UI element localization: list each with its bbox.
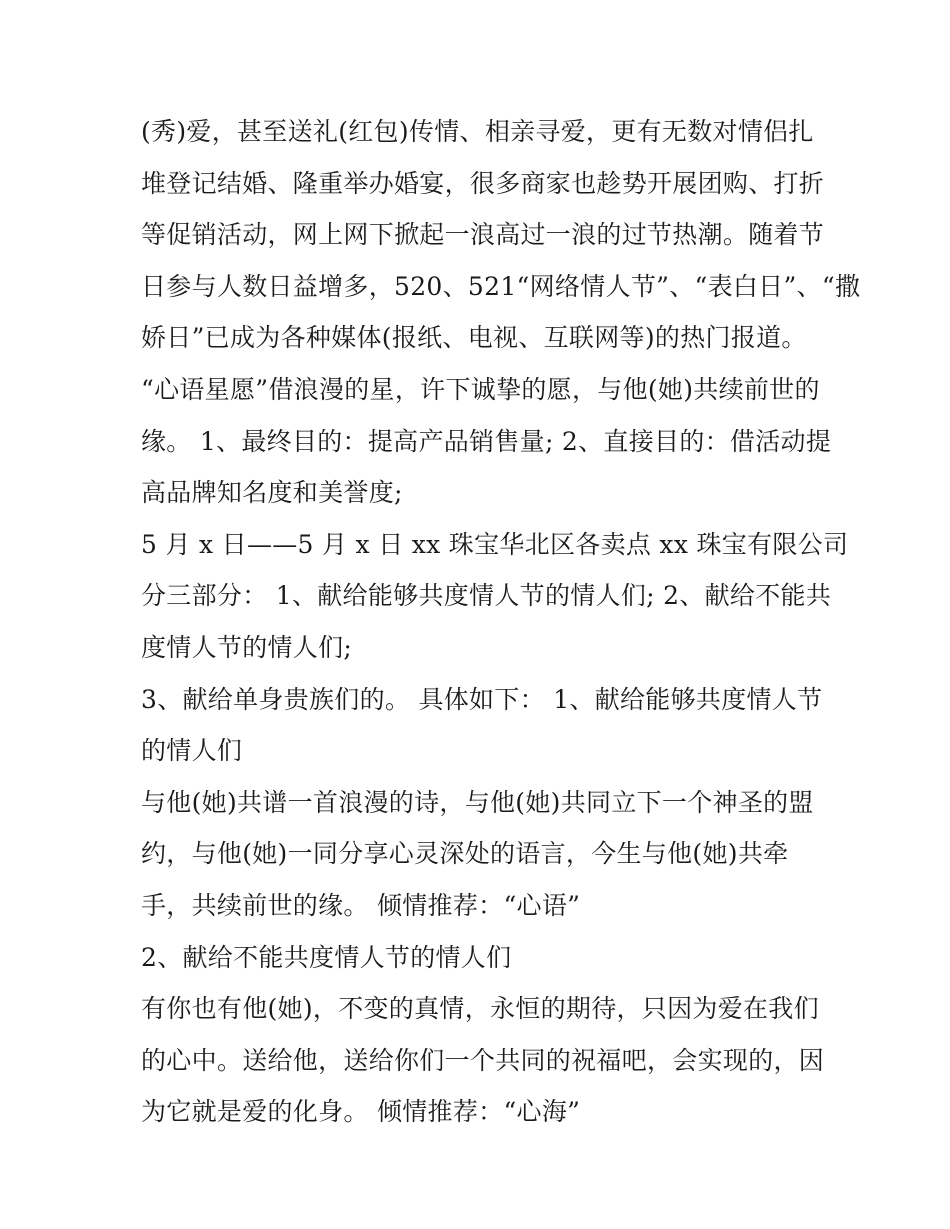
body-text bbox=[141, 106, 861, 1138]
text-line: 堆登记结婚、隆重举办婚宴，很多商家也趁势开展团购、打折 bbox=[141, 168, 825, 198]
text-line: 高品牌知名度和美誉度; bbox=[141, 478, 403, 508]
text-line: 约，与他(她)一同分享心灵深处的语言，今生与他(她)共牵 bbox=[141, 839, 789, 869]
text-line: 日参与人数日益增多，520、521“网络情人节”、“表白日”、“撒 bbox=[141, 271, 861, 301]
text-line: 2、献给不能共度情人节的情人们 bbox=[141, 942, 512, 972]
text-line: 的心中。送给他，送给你们一个共同的祝福吧，会实现的，因 bbox=[141, 1045, 825, 1075]
text-line: 度情人节的情人们; bbox=[141, 632, 353, 662]
text-line: 5 月 x 日——5 月 x 日 xx 珠宝华北区各卖点 xx 珠宝有限公司 bbox=[141, 529, 849, 559]
text-line: 等促销活动，网上网下掀起一浪高过一浪的过节热潮。随着节 bbox=[141, 220, 825, 250]
text-line: 的情人们 bbox=[141, 736, 243, 766]
text-line: 缘。 1、最终目的：提高产品销售量; 2、直接目的：借活动提 bbox=[141, 426, 832, 456]
text-line: 娇日”已成为各种媒体(报纸、电视、互联网等)的热门报道。 bbox=[141, 323, 807, 353]
text-line: “心语星愿”借浪漫的星，许下诚挚的愿，与他(她)共续前世的 bbox=[141, 374, 820, 404]
text-line: (秀)爱，甚至送礼(红包)传情、相亲寻爱，更有无数对情侣扎 bbox=[141, 117, 814, 146]
text-line: 分三部分： 1、献给能够共度情人节的情人们; 2、献给不能共 bbox=[141, 581, 832, 611]
text-line: 3、献给单身贵族们的。 具体如下： 1、献给能够共度情人节 bbox=[141, 684, 823, 714]
text-line: 为它就是爱的化身。 倾情推荐：“心海” bbox=[141, 1097, 581, 1127]
text-line: 与他(她)共谱一首浪漫的诗，与他(她)共同立下一个神圣的盟 bbox=[141, 787, 814, 817]
text-line: 有你也有他(她)，不变的真情，永恒的期待，只因为爱在我们 bbox=[141, 994, 819, 1024]
text-line: 手，共续前世的缘。 倾情推荐：“心语” bbox=[141, 890, 581, 920]
